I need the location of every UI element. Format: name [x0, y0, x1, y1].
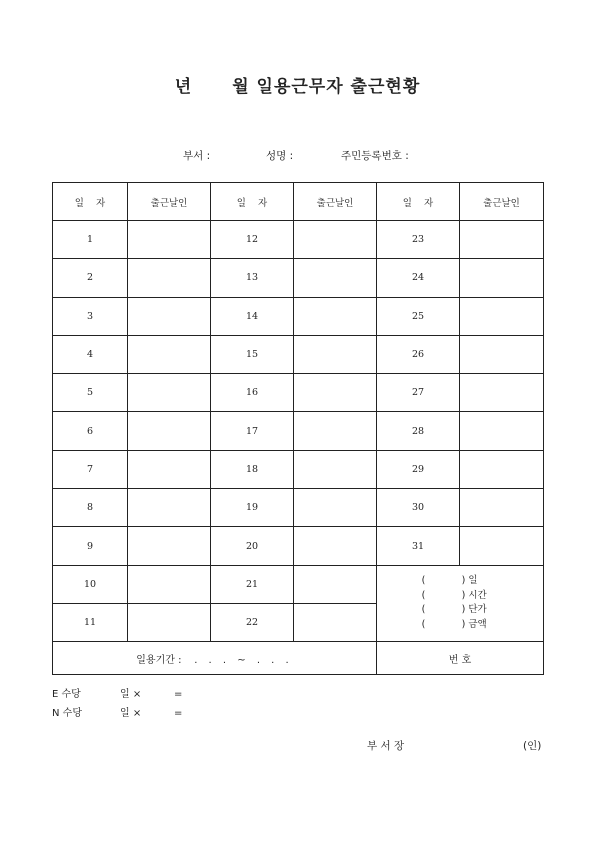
summary-unit: 일 — [468, 575, 478, 587]
day-number: 8 — [53, 489, 128, 527]
period-label: 일용기간 : — [136, 654, 182, 666]
stamp-cell — [128, 374, 211, 412]
title-text: 월 일용근무자 출근현황 — [232, 77, 421, 97]
dept-head-label: 부 서 장 — [367, 740, 405, 752]
stamp-cell — [294, 565, 377, 603]
day-number: 24 — [377, 259, 460, 297]
period-value: . . . ~ . . . — [194, 654, 293, 666]
day-number: 26 — [377, 335, 460, 373]
summary-line — [377, 589, 543, 604]
seal-mark: (인) — [523, 740, 542, 752]
e-allowance-label: E 수당 — [52, 689, 81, 700]
day-number: 25 — [377, 297, 460, 335]
summary-cell — [377, 565, 544, 642]
stamp-cell — [294, 221, 377, 259]
stamp-cell — [460, 221, 544, 259]
header-stamp-2: 출근날인 — [294, 183, 377, 221]
table-header-row — [53, 183, 544, 221]
summary-unit: 시간 — [468, 589, 487, 601]
stamp-cell — [128, 489, 211, 527]
stamp-cell — [128, 259, 211, 297]
stamp-cell — [294, 259, 377, 297]
day-number: 31 — [377, 527, 460, 565]
title-year: 년 — [174, 77, 193, 97]
stamp-cell — [128, 450, 211, 488]
stamp-cell — [294, 297, 377, 335]
table-row — [53, 527, 544, 565]
stamp-cell — [460, 297, 544, 335]
day-number: 4 — [53, 335, 128, 373]
stamp-cell — [128, 412, 211, 450]
page-title — [0, 72, 595, 97]
stamp-cell — [294, 335, 377, 373]
day-number: 20 — [211, 527, 294, 565]
e-allowance-unit: 일 × — [120, 689, 142, 700]
n-allowance-unit: 일 × — [120, 708, 142, 719]
stamp-cell — [460, 374, 544, 412]
e-allowance-line — [52, 685, 182, 700]
summary-unit: 단가 — [468, 604, 487, 616]
summary-line — [377, 603, 543, 618]
e-allowance-eq: = — [174, 689, 183, 700]
summary-line — [377, 618, 543, 633]
summary-open-paren: ( — [421, 575, 426, 587]
header-date-1: 일 자 — [53, 183, 128, 221]
n-allowance-label: N 수당 — [52, 708, 82, 719]
day-number: 23 — [377, 221, 460, 259]
stamp-cell — [128, 335, 211, 373]
day-number: 6 — [53, 412, 128, 450]
day-number: 3 — [53, 297, 128, 335]
stamp-cell — [128, 297, 211, 335]
stamp-cell — [460, 527, 544, 565]
stamp-cell — [294, 450, 377, 488]
day-number: 30 — [377, 489, 460, 527]
day-number: 28 — [377, 412, 460, 450]
summary-close-paren: ) — [461, 604, 466, 616]
summary-line — [377, 574, 543, 589]
day-number: 14 — [211, 297, 294, 335]
table-row — [53, 412, 544, 450]
day-number: 2 — [53, 259, 128, 297]
summary-open-paren: ( — [421, 589, 426, 601]
summary-unit: 금액 — [468, 618, 487, 630]
day-number: 10 — [53, 565, 128, 603]
summary-open-paren: ( — [421, 604, 426, 616]
header-date-3: 일 자 — [377, 183, 460, 221]
day-number: 7 — [53, 450, 128, 488]
stamp-cell — [460, 489, 544, 527]
summary-close-paren: ) — [461, 589, 466, 601]
period-cell — [53, 642, 377, 675]
table-row — [53, 374, 544, 412]
summary-close-paren: ) — [461, 618, 466, 630]
n-allowance-eq: = — [174, 708, 183, 719]
stamp-cell — [294, 527, 377, 565]
table-row — [53, 335, 544, 373]
number-label: 번 호 — [448, 654, 472, 666]
attendance-table — [52, 182, 544, 675]
day-number: 15 — [211, 335, 294, 373]
header-stamp-1: 출근날인 — [128, 183, 211, 221]
day-number: 19 — [211, 489, 294, 527]
dept-label: 부서 : — [183, 150, 211, 162]
stamp-cell — [460, 412, 544, 450]
period-row — [53, 642, 544, 675]
day-number: 9 — [53, 527, 128, 565]
id-number-label: 주민등록번호 : — [341, 150, 409, 162]
day-number: 27 — [377, 374, 460, 412]
n-allowance-line — [52, 704, 182, 719]
day-number: 11 — [53, 603, 128, 641]
day-number: 29 — [377, 450, 460, 488]
stamp-cell — [460, 259, 544, 297]
table-row — [53, 565, 544, 603]
day-number: 17 — [211, 412, 294, 450]
name-label: 성명 : — [266, 150, 294, 162]
day-number: 12 — [211, 221, 294, 259]
day-number: 18 — [211, 450, 294, 488]
day-number: 1 — [53, 221, 128, 259]
stamp-cell — [294, 603, 377, 641]
day-number: 21 — [211, 565, 294, 603]
stamp-cell — [128, 565, 211, 603]
day-number: 22 — [211, 603, 294, 641]
summary-close-paren: ) — [461, 575, 466, 587]
table-row — [53, 450, 544, 488]
table-row — [53, 297, 544, 335]
stamp-cell — [460, 450, 544, 488]
stamp-cell — [294, 489, 377, 527]
table-row — [53, 221, 544, 259]
stamp-cell — [294, 374, 377, 412]
header-stamp-3: 출근날인 — [460, 183, 544, 221]
day-number: 13 — [211, 259, 294, 297]
table-row — [53, 489, 544, 527]
stamp-cell — [128, 221, 211, 259]
day-number: 5 — [53, 374, 128, 412]
header-date-2: 일 자 — [211, 183, 294, 221]
stamp-cell — [128, 527, 211, 565]
day-number: 16 — [211, 374, 294, 412]
table-row — [53, 259, 544, 297]
summary-open-paren: ( — [421, 618, 426, 630]
stamp-cell — [294, 412, 377, 450]
stamp-cell — [128, 603, 211, 641]
stamp-cell — [460, 335, 544, 373]
number-cell — [377, 642, 544, 675]
